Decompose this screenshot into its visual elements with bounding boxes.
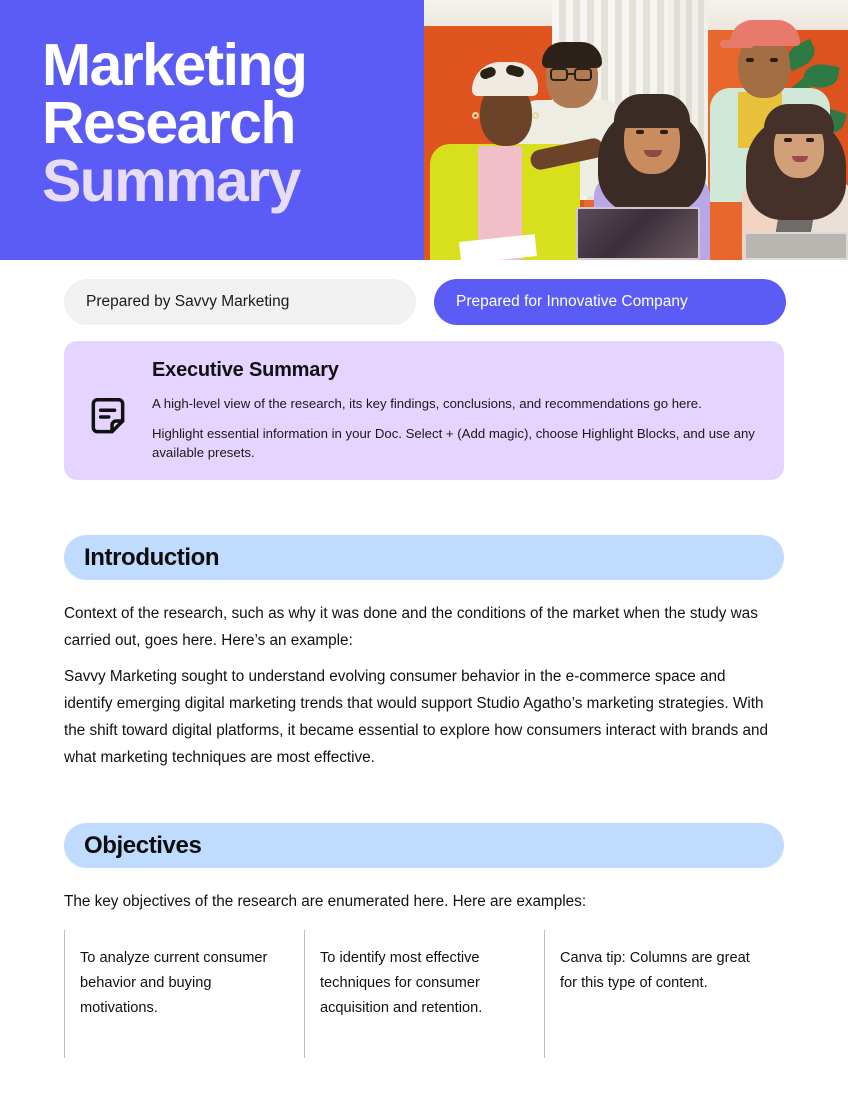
objectives-columns (64, 930, 784, 1058)
executive-summary-paragraph-1: A high-level view of the research, its key findings, conclusions, and recommendations go here. (152, 396, 702, 411)
prepared-pill-row (64, 279, 786, 325)
prepared-for-label: Prepared for Innovative Company (456, 293, 688, 310)
executive-summary-block (64, 341, 784, 480)
prepared-by-label: Prepared by Savvy Marketing (86, 293, 290, 310)
document-header (0, 0, 848, 260)
section-header-objectives (64, 823, 784, 868)
prepared-by-pill[interactable] (64, 279, 416, 325)
page-title-line-1: Marketing (42, 32, 307, 98)
page-title-line-3: Summary (42, 148, 300, 214)
executive-summary-text (152, 357, 760, 462)
title-block (0, 0, 424, 260)
objective-column-text: To identify most effective techniques for consumer acquisition and retention. (320, 950, 483, 1016)
objective-column (544, 930, 784, 1058)
page-title-line-2: Research (42, 90, 295, 156)
executive-summary-title: Executive Summary (152, 359, 339, 381)
introduction-paragraph-1: Context of the research, such as why it was done and the conditions of the market when the study was carried out, goes here. Here’s an example: (64, 605, 758, 649)
objective-column (304, 930, 544, 1058)
introduction-paragraph-2: Savvy Marketing sought to understand evolving consumer behavior in the e-commerce space and identify emerging digital marketing trends that would support Studio Agatho’s marketing strategies. With the shift toward digital platforms, it became essential to explore how consumers interact with brands and what marketing techniques are most effective. (64, 668, 769, 766)
objective-column-text: To analyze current consumer behavior and buying motivations. (80, 950, 268, 1016)
objective-column (64, 930, 304, 1058)
team-photo (424, 0, 848, 260)
objectives-heading: Objectives (84, 831, 202, 859)
prepared-for-pill[interactable] (434, 279, 786, 325)
sticky-note-icon (82, 357, 134, 462)
introduction-heading: Introduction (84, 543, 220, 571)
objectives-intro-text: The key objectives of the research are enumerated here. Here are examples: (64, 893, 587, 910)
objective-column-text: Canva tip: Columns are great for this type of content. (560, 950, 750, 991)
executive-summary-paragraph-2: Highlight essential information in your Doc. Select + (Add magic), choose Highlight Blocks, and use any available presets. (152, 426, 755, 460)
section-header-introduction (64, 535, 784, 580)
